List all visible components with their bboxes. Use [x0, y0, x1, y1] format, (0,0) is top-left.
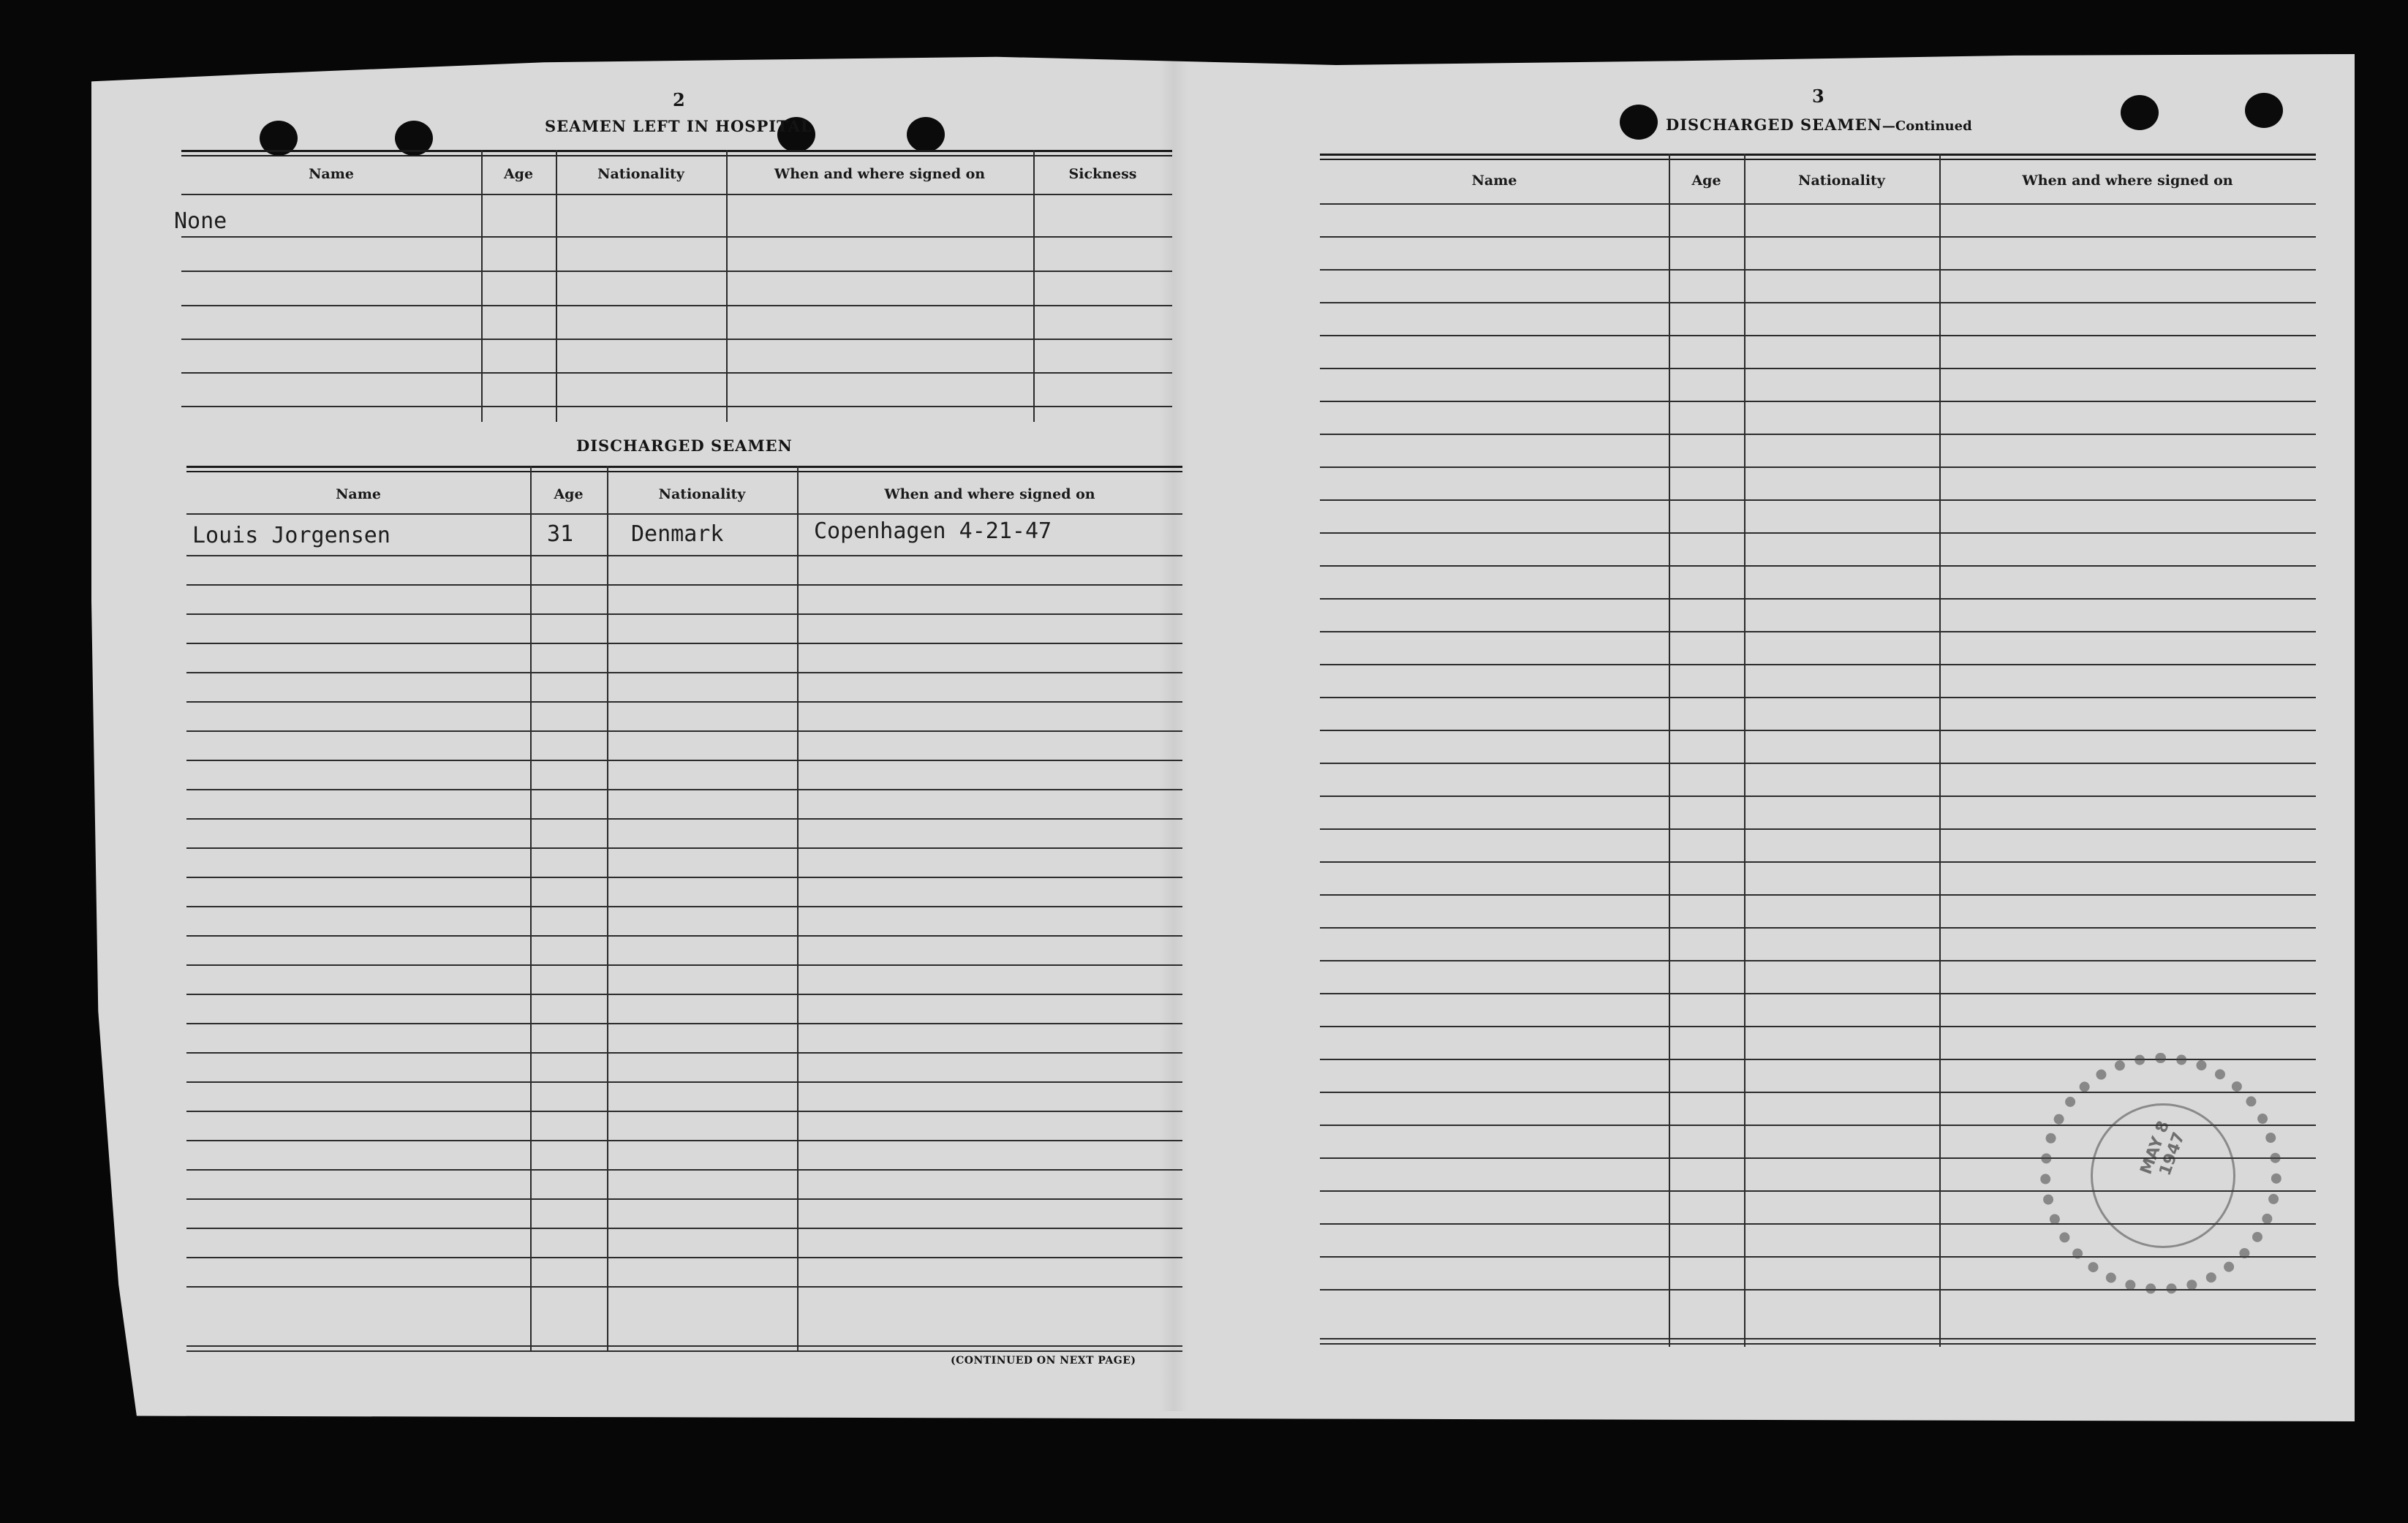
table-row-rule — [186, 877, 1182, 878]
discharged-header-nationality: Nationality — [658, 486, 746, 502]
column-divider — [1939, 154, 1941, 1347]
discharged-entry-signed-on: Copenhagen 4-21-47 — [814, 518, 1052, 544]
column-divider — [530, 466, 532, 1350]
table-row-rule — [181, 271, 1172, 272]
discharged-header-signed-on: When and where signed on — [884, 486, 1095, 502]
right-header-age: Age — [1691, 173, 1721, 189]
discharged-entry-age: 31 — [547, 521, 574, 547]
table-row-rule — [1320, 664, 2316, 665]
hospital-header-rule — [181, 150, 1172, 152]
table-row-rule — [186, 672, 1182, 673]
table-row-rule — [1320, 763, 2316, 764]
table-row-rule — [186, 847, 1182, 849]
table-row-rule — [1320, 631, 2316, 632]
column-divider — [1033, 150, 1035, 422]
hospital-header-name: Name — [309, 166, 354, 182]
table-row-rule — [186, 584, 1182, 586]
column-divider — [726, 150, 728, 422]
table-row-rule — [186, 643, 1182, 644]
hospital-section-title: SEAMEN LEFT IN HOSPITAL — [545, 117, 812, 135]
table-row-rule — [1320, 861, 2316, 863]
table-row-rule — [1320, 927, 2316, 929]
table-row-rule — [186, 613, 1182, 615]
table-bottom-rule — [186, 1345, 1182, 1347]
table-row-rule — [1320, 730, 2316, 731]
discharged-table-left — [186, 466, 1182, 1350]
table-row-rule — [1320, 368, 2316, 369]
page-number-left: 2 — [673, 89, 685, 110]
discharged-continued-title-text: DISCHARGED SEAMEN — [1666, 116, 1882, 134]
column-divider — [797, 466, 799, 1350]
table-row-rule — [1320, 466, 2316, 468]
table-row-rule — [181, 236, 1172, 238]
table-row-rule — [186, 789, 1182, 790]
table-row-rule — [1320, 434, 2316, 435]
table-row-rule — [186, 1198, 1182, 1200]
table-row-rule — [1320, 993, 2316, 994]
column-divider — [556, 150, 557, 422]
table-row-rule — [186, 1111, 1182, 1112]
table-row-rule — [1320, 697, 2316, 698]
column-divider — [1669, 154, 1670, 1347]
table-row-rule — [181, 406, 1172, 407]
date-stamp-text: MAY 8 1947 — [2137, 1118, 2189, 1179]
punch-hole — [2245, 93, 2283, 128]
discharged-section-title: DISCHARGED SEAMEN — [576, 437, 793, 455]
table-row-rule — [1320, 335, 2316, 336]
table-row-rule — [1320, 269, 2316, 271]
hospital-header-sickness: Sickness — [1068, 166, 1137, 182]
discharged-continued-title — [1666, 116, 1972, 134]
table-row-rule — [1320, 302, 2316, 303]
header-bottom-rule — [1320, 203, 2316, 205]
hospital-header-signed-on: When and where signed on — [774, 166, 986, 182]
table-row-rule — [186, 1257, 1182, 1258]
table-row-rule — [186, 964, 1182, 966]
table-row-rule — [186, 906, 1182, 907]
date-stamp — [2040, 1053, 2281, 1294]
table-row-rule — [1320, 401, 2316, 402]
table-row-rule — [186, 1023, 1182, 1024]
table-bottom-rule — [1320, 1338, 2316, 1339]
table-row-rule — [186, 818, 1182, 820]
table-row-rule — [181, 305, 1172, 306]
table-row-rule — [1320, 795, 2316, 797]
table-row-rule — [186, 935, 1182, 937]
header-bottom-rule — [186, 513, 1182, 515]
table-row-rule — [186, 1169, 1182, 1171]
right-header-nationality: Nationality — [1798, 173, 1885, 189]
table-row-rule — [186, 701, 1182, 703]
header-bottom-rule — [181, 194, 1172, 195]
table-row-rule — [186, 1228, 1182, 1229]
table-row-rule — [1320, 828, 2316, 830]
punch-hole — [1620, 105, 1658, 140]
table-row-rule — [186, 1140, 1182, 1141]
table-row-rule — [186, 994, 1182, 995]
page-number-right: 3 — [1812, 86, 1824, 107]
table-row-rule — [186, 555, 1182, 556]
table-row-rule — [1320, 1026, 2316, 1027]
punch-hole — [907, 117, 945, 152]
discharged-entry-nationality: Denmark — [631, 521, 724, 547]
discharged-header-age: Age — [554, 486, 584, 502]
table-row-rule — [1320, 236, 2316, 238]
discharged-right-header-rule — [1320, 154, 2316, 156]
table-row-rule — [186, 1052, 1182, 1054]
table-row-rule — [1320, 894, 2316, 896]
hospital-header-age: Age — [503, 166, 534, 182]
table-row-rule — [186, 1081, 1182, 1083]
table-row-rule — [186, 1286, 1182, 1288]
hospital-header-nationality: Nationality — [597, 166, 684, 182]
right-header-name: Name — [1471, 173, 1517, 189]
continued-footer: (CONTINUED ON NEXT PAGE) — [951, 1355, 1136, 1367]
table-row-rule — [186, 760, 1182, 761]
continued-suffix: —Continued — [1882, 118, 1972, 134]
hospital-table — [174, 150, 1172, 422]
table-row-rule — [1320, 565, 2316, 567]
table-row-rule — [186, 730, 1182, 732]
hospital-entry-name: None — [174, 208, 227, 234]
table-row-rule — [1320, 532, 2316, 534]
discharged-header-name: Name — [336, 486, 381, 502]
table-row-rule — [181, 339, 1172, 340]
right-header-signed-on: When and where signed on — [2022, 173, 2233, 189]
table-row-rule — [1320, 960, 2316, 961]
table-row-rule — [1320, 499, 2316, 501]
discharged-entry-name: Louis Jorgensen — [192, 523, 390, 548]
column-divider — [481, 150, 483, 422]
column-divider — [1744, 154, 1745, 1347]
table-row-rule — [1320, 598, 2316, 600]
discharged-header-rule — [186, 466, 1182, 468]
column-divider — [607, 466, 608, 1350]
punch-hole — [2121, 95, 2159, 130]
table-row-rule — [181, 372, 1172, 374]
